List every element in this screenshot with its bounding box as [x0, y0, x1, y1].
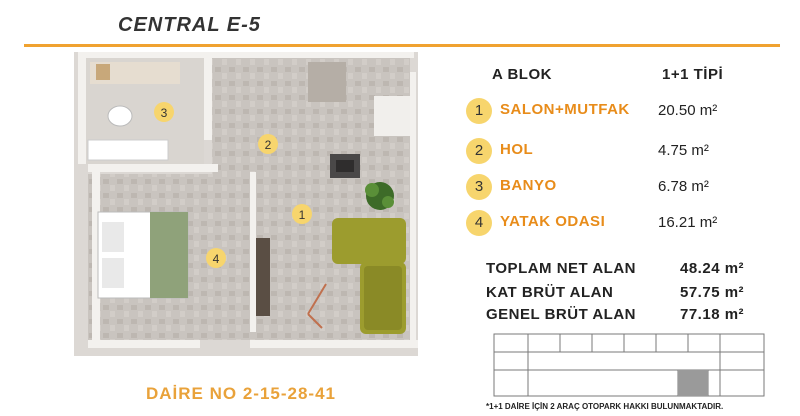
room-number-badge: 1 [466, 98, 492, 124]
unit-type-label: 1+1 TİPİ [662, 66, 724, 83]
floor-plan [74, 52, 418, 356]
tv-unit [256, 238, 270, 316]
room-name: SALON+MUTFAK [500, 101, 630, 118]
title-divider [24, 44, 780, 47]
block-label: A BLOK [492, 66, 552, 83]
room-number-badge: 4 [466, 210, 492, 236]
toilet-icon [108, 106, 132, 126]
unit-location-highlight [678, 370, 708, 396]
general-gross-value: 77.18 m² [680, 306, 745, 323]
room-area: 16.21 m² [658, 214, 718, 231]
floor-gross-value: 57.75 m² [680, 284, 745, 301]
total-net-label: TOPLAM NET ALAN [486, 260, 636, 277]
plan-label-1: 1 [298, 208, 306, 222]
plan-label-3: 3 [160, 106, 168, 120]
room-area: 6.78 m² [658, 178, 709, 195]
plan-label-2: 2 [264, 138, 272, 152]
room-area: 20.50 m² [658, 102, 718, 119]
project-title: CENTRAL E-5 [118, 14, 261, 36]
room-number-badge: 3 [466, 174, 492, 200]
cabinet [96, 64, 110, 80]
room-name: YATAK ODASI [500, 213, 606, 230]
fridge [308, 62, 346, 102]
room-name: HOL [500, 141, 534, 158]
sofa-icon [332, 218, 406, 264]
room-name: BANYO [500, 177, 557, 194]
window-niche [374, 96, 410, 136]
unit-number: DAİRE NO 2-15-28-41 [146, 384, 337, 403]
room-area: 4.75 m² [658, 142, 709, 159]
floor-gross-label: KAT BRÜT ALAN [486, 284, 614, 301]
room-number-badge: 2 [466, 138, 492, 164]
shower-tray [88, 140, 168, 160]
site-key-plan [488, 330, 770, 400]
general-gross-label: GENEL BRÜT ALAN [486, 306, 636, 323]
parking-note: *1+1 DAİRE İÇİN 2 ARAÇ OTOPARK HAKKI BULUNMAKTADIR. [486, 402, 724, 411]
total-net-value: 48.24 m² [680, 260, 745, 277]
plan-label-4: 4 [212, 252, 220, 266]
